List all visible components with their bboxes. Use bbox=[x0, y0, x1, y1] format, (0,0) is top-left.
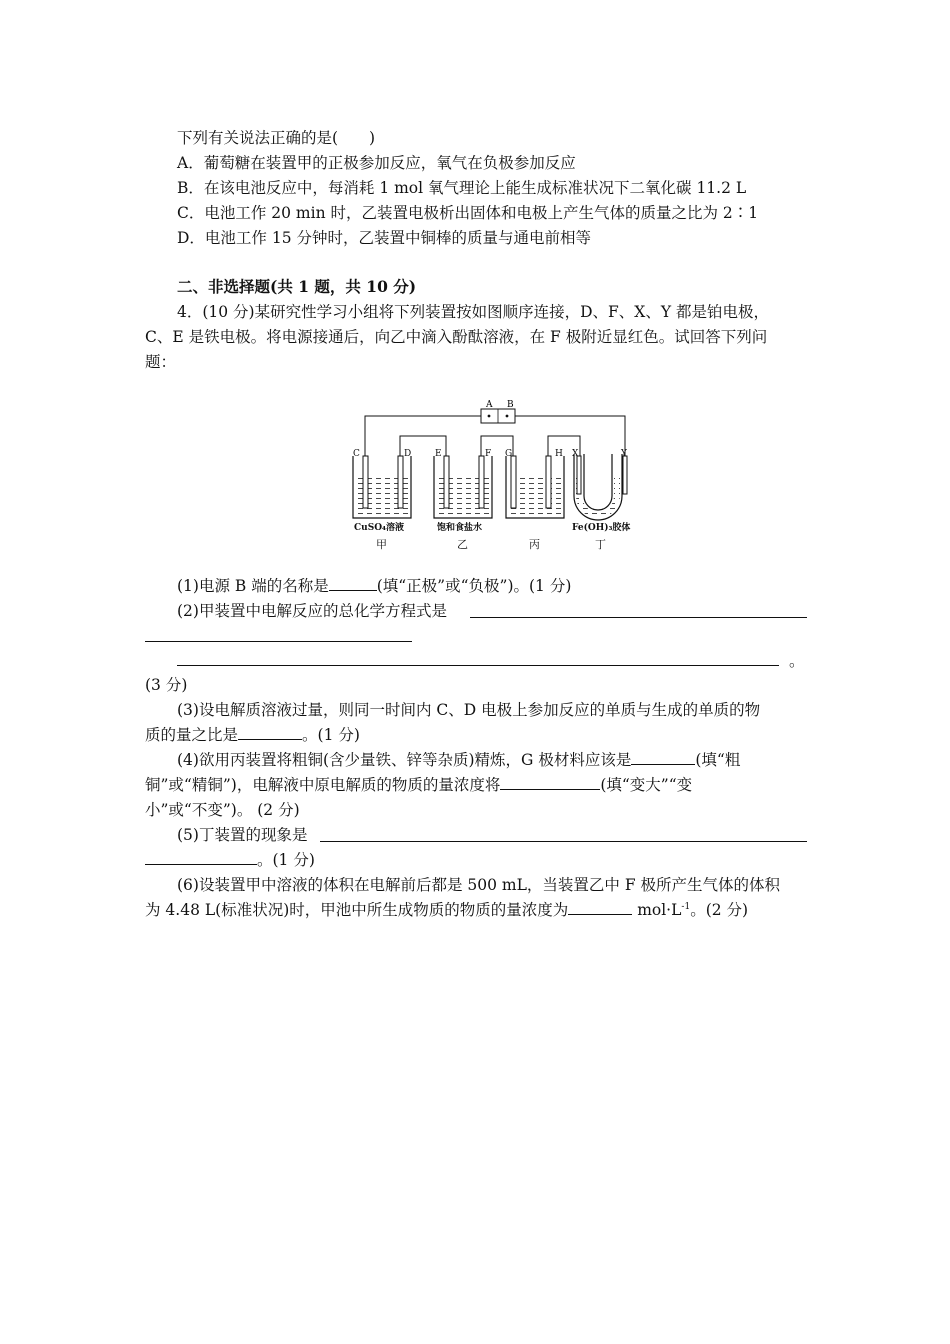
electrode-label-g: G bbox=[505, 449, 513, 459]
sub-question-4-text: (4)欲用丙装置将粗铜(含少量铁、锌等杂质)精炼，G 极材料应该是 bbox=[177, 751, 632, 769]
question-4-intro-line-1: 4．(10 分)某研究性学习小组将下列装置按如图顺序连接，D、F、X、Y 都是铂电极， bbox=[177, 303, 769, 321]
answer-line-5a[interactable] bbox=[320, 841, 807, 842]
sub-question-1-hint: (填“正极”或“负极”)。(1 分) bbox=[376, 577, 572, 595]
sub-question-1-text: (1)电源 B 端的名称是 bbox=[177, 577, 329, 595]
question-4-intro-line-3: 题： bbox=[145, 353, 177, 371]
electrode-label-c: C bbox=[353, 449, 360, 459]
sub-question-6-text: 为 4.48 L(标准状况)时，甲池中所生成物质的物质的量浓度为 bbox=[145, 901, 569, 919]
electrode-f bbox=[479, 456, 484, 508]
terminal-a-label: A bbox=[486, 400, 493, 410]
vessel-label-jia: 甲 bbox=[376, 538, 387, 551]
sub-question-3-text: 质的量之比是 bbox=[145, 726, 239, 744]
electrode-label-d: D bbox=[404, 449, 412, 459]
electrode-g bbox=[511, 456, 516, 508]
solution-label-colloid: Fe(OH)₃胶体 bbox=[572, 523, 631, 533]
question-3-stem: 下列有关说法正确的是( ) bbox=[177, 129, 376, 147]
sub-question-3-line-2 bbox=[145, 724, 360, 746]
sub-question-5-score: 。(1 分) bbox=[257, 851, 315, 869]
answer-line-2c[interactable] bbox=[177, 665, 779, 666]
sub-question-4-line-1 bbox=[177, 749, 740, 771]
vessel-label-ding: 丁 bbox=[595, 538, 606, 551]
vessel-label-bing: 丙 bbox=[529, 538, 540, 551]
sub-question-6-line-1: (6)设装置甲中溶液的体积在电解前后都是 500 mL，当装置乙中 F 极所产生气体的体积 bbox=[177, 876, 780, 894]
option-a: A．葡萄糖在装置甲的正极参加反应，氧气在负极参加反应 bbox=[177, 154, 576, 172]
electrolysis-apparatus-diagram bbox=[348, 396, 648, 554]
answer-blank-4b[interactable] bbox=[500, 775, 600, 790]
option-d: D．电池工作 15 分钟时，乙装置中铜棒的质量与通电前相等 bbox=[177, 229, 592, 247]
sub-question-2-end-mark: 。 bbox=[789, 652, 805, 670]
sub-question-4-text-2: 铜”或“精铜”)，电解液中原电解质的物质的量浓度将 bbox=[145, 776, 501, 794]
electrode-h bbox=[546, 456, 551, 508]
answer-line-2a[interactable] bbox=[470, 617, 807, 618]
sub-question-6-unit: mol·L bbox=[632, 901, 682, 919]
sub-question-5-text: (5)丁装置的现象是 bbox=[177, 826, 308, 844]
sub-question-4-line-3: 小”或“不变”)。 (2 分) bbox=[145, 801, 300, 819]
answer-blank-6[interactable] bbox=[568, 900, 632, 915]
sub-question-6-unit-exponent: -1 bbox=[681, 902, 691, 912]
sub-question-2 bbox=[177, 600, 447, 622]
electrode-label-e: E bbox=[435, 449, 442, 459]
sub-question-4-line-2 bbox=[145, 774, 692, 796]
sub-question-5 bbox=[177, 824, 307, 846]
solution-label-brine: 饱和食盐水 bbox=[437, 523, 483, 533]
sub-question-3-score: 。(1 分) bbox=[302, 726, 360, 744]
option-c: C．电池工作 20 min 时，乙装置电极析出固体和电极上产生气体的质量之比为 2∶1 bbox=[177, 204, 759, 222]
solution-label-cuso4: CuSO₄溶液 bbox=[354, 523, 404, 533]
electrode-d bbox=[398, 456, 403, 508]
electrode-label-x: X bbox=[572, 449, 579, 459]
sub-question-5-line-2 bbox=[145, 849, 315, 871]
electrode-e bbox=[444, 456, 449, 508]
answer-line-2b[interactable] bbox=[145, 641, 412, 642]
electrode-x bbox=[577, 456, 581, 494]
electrode-y bbox=[623, 456, 627, 494]
section-heading: 二、非选择题(共 1 题，共 10 分) bbox=[177, 277, 417, 296]
power-source bbox=[481, 400, 515, 423]
answer-blank-1[interactable] bbox=[329, 576, 377, 591]
electrode-c bbox=[363, 456, 368, 508]
answer-blank-3[interactable] bbox=[238, 725, 302, 740]
electrode-label-h: H bbox=[555, 449, 563, 459]
answer-blank-5b[interactable] bbox=[145, 850, 257, 865]
answer-blank-4a[interactable] bbox=[631, 750, 695, 765]
question-4-intro-line-2: C、E 是铁电极。将电源接通后，向乙中滴入酚酞溶液，在 F 极附近显红色。试回答下列问 bbox=[145, 328, 768, 346]
sub-question-4-hint-1: (填“粗 bbox=[695, 751, 741, 769]
sub-question-4-hint-2: (填“变大”“变 bbox=[600, 776, 693, 794]
sub-question-2-score: (3 分) bbox=[145, 676, 188, 694]
electrode-label-y: Y bbox=[621, 449, 627, 459]
sub-question-3-line-1: (3)设电解质溶液过量，则同一时间内 C、D 电极上参加反应的单质与生成的单质的物 bbox=[177, 701, 761, 719]
sub-question-2-text: (2)甲装置中电解反应的总化学方程式是 bbox=[177, 602, 447, 620]
sub-question-6-line-2 bbox=[145, 899, 748, 921]
electrodes bbox=[363, 456, 627, 508]
vessel-label-yi: 乙 bbox=[457, 538, 468, 551]
terminal-b-label: B bbox=[507, 400, 514, 410]
option-b: B．在该电池反应中，每消耗 1 mol 氧气理论上能生成标准状况下二氧化碳 11.2 L bbox=[177, 179, 747, 197]
electrode-label-f: F bbox=[485, 449, 492, 459]
sub-question-1 bbox=[177, 575, 571, 597]
sub-question-6-score: 。(2 分) bbox=[690, 901, 749, 919]
